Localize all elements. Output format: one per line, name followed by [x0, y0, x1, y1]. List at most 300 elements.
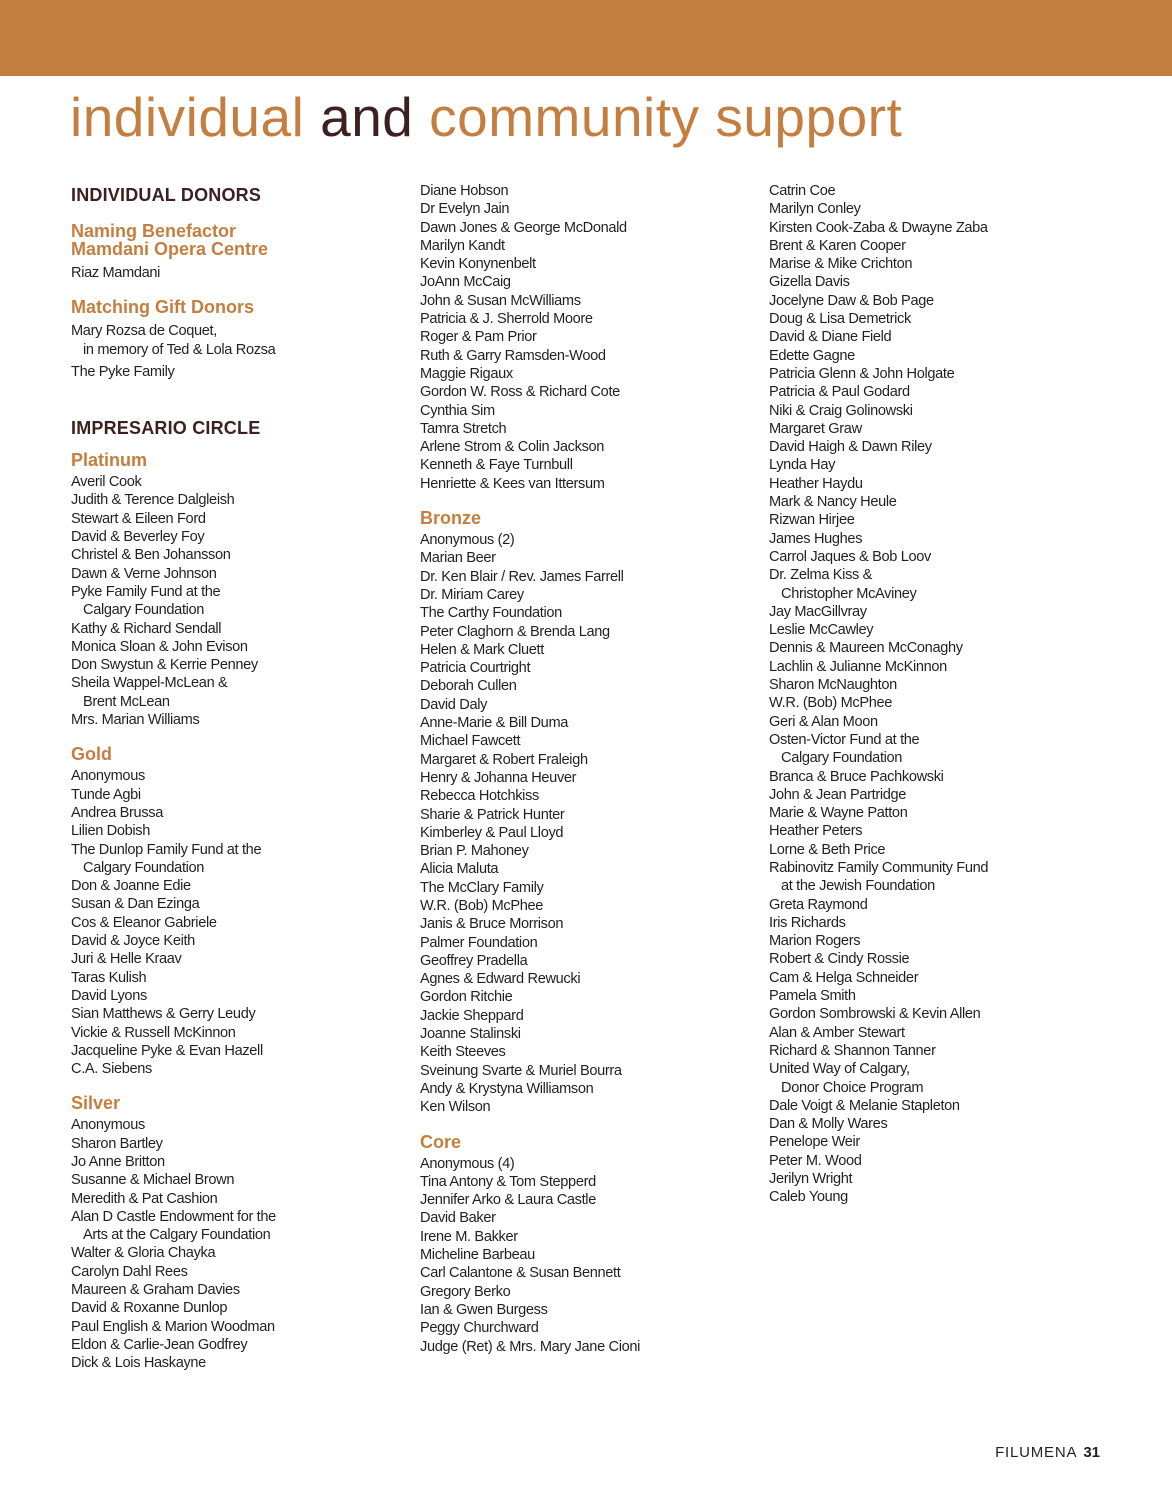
- donor-name: [420, 604, 760, 622]
- tier-naming-benefactor-line2: Mamdani Opera Centre: [71, 239, 269, 259]
- donor-name: [769, 676, 1109, 694]
- donor-name: [769, 530, 1109, 548]
- donor-name-text: Caleb Young: [769, 1189, 848, 1206]
- donor-name: [71, 1336, 411, 1354]
- donor-name-text: Dr Evelyn Jain: [420, 201, 510, 218]
- donor-name-text: Kirsten Cook-Zaba & Dwayne Zaba: [769, 219, 988, 236]
- donor-name: [420, 182, 760, 200]
- top-color-bar: [0, 0, 1172, 76]
- donor-name: Riaz Mamdani: [71, 265, 161, 281]
- donor-name: [769, 347, 1109, 365]
- donor-name-text: Patricia Glenn & John Holgate: [769, 365, 955, 382]
- donor-name-text: Maggie Rigaux: [420, 365, 513, 382]
- donor-name-text: Anne-Marie & Bill Duma: [420, 715, 569, 732]
- donor-name: [420, 751, 760, 769]
- donor-name-continuation: Donor Choice Program: [781, 1079, 924, 1096]
- publication-name: FILUMENA: [995, 1444, 1078, 1461]
- donor-name: [71, 491, 411, 509]
- donor-name-text: Geri & Alan Moon: [769, 713, 878, 730]
- donor-name-text: David Daly: [420, 696, 488, 713]
- donor-name-text: Walter & Gloria Chayka: [71, 1245, 216, 1262]
- donor-name: [420, 860, 760, 878]
- donor-name-text: Sheila Wappel-McLean &: [71, 675, 228, 692]
- donor-name: [420, 568, 760, 586]
- donor-name-text: Lorne & Beth Price: [769, 841, 886, 858]
- donor-name: [420, 292, 760, 310]
- donor-name: [420, 897, 760, 915]
- bronze-list: [420, 531, 760, 1117]
- donor-name: [71, 969, 411, 987]
- donor-name-text: Gizella Davis: [769, 274, 850, 291]
- donor-name: [71, 932, 411, 950]
- donor-name-text: Rizwan Hirjee: [769, 512, 855, 529]
- donor-name-text: Sharie & Patrick Hunter: [420, 806, 565, 823]
- donor-name-text: Tina Antony & Tom Stepperd: [420, 1173, 596, 1190]
- donor-name: [71, 1190, 411, 1208]
- donor-name-text: Brian P. Mahoney: [420, 843, 529, 860]
- silver-list-part1: [71, 1116, 411, 1372]
- donor-name-text: Sveinung Svarte & Muriel Bourra: [420, 1062, 622, 1079]
- donor-name-text: Rebecca Hotchkiss: [420, 788, 539, 805]
- donor-name: [420, 1043, 760, 1061]
- donor-name: [71, 1005, 411, 1023]
- donor-name: [769, 493, 1109, 511]
- donor-name-text: Jennifer Arko & Laura Castle: [420, 1192, 596, 1209]
- donor-name: [420, 988, 760, 1006]
- donor-name-text: Alicia Maluta: [420, 861, 499, 878]
- donor-name-text: Keith Steeves: [420, 1044, 506, 1061]
- donor-name-continuation: Calgary Foundation: [83, 602, 205, 619]
- donor-name-text: Alan & Amber Stewart: [769, 1024, 905, 1041]
- donor-name-text: Joanne Stalinski: [420, 1026, 521, 1043]
- donor-name-text: Jacqueline Pyke & Evan Hazell: [71, 1042, 263, 1059]
- donor-name-text: Meredith & Pat Cashion: [71, 1190, 218, 1207]
- donor-name: [769, 731, 1109, 768]
- donor-name-text: John & Susan McWilliams: [420, 292, 581, 309]
- donor-name-text: Pyke Family Fund at the: [71, 583, 221, 600]
- donor-name: [769, 182, 1109, 200]
- donor-name-text: Peter M. Wood: [769, 1152, 862, 1169]
- donor-name: [420, 934, 760, 952]
- donor-name-text: Carrol Jaques & Bob Loov: [769, 548, 931, 565]
- donor-name-text: Agnes & Edward Rewucki: [420, 971, 581, 988]
- donor-name-text: Henriette & Kees van Ittersum: [420, 475, 605, 492]
- donor-name: [71, 510, 411, 528]
- donor-name-text: Micheline Barbeau: [420, 1247, 535, 1264]
- donor-name-text: Gordon Sombrowski & Kevin Allen: [769, 1006, 981, 1023]
- donor-name-text: Branca & Bruce Pachkowski: [769, 768, 944, 785]
- donor-name-text: Sharon McNaughton: [769, 677, 897, 694]
- donor-name-text: Anonymous: [71, 1117, 145, 1134]
- column-3: [769, 182, 1109, 1207]
- donor-name: [769, 768, 1109, 786]
- donor-name-text: David Baker: [420, 1210, 496, 1227]
- donor-name: [769, 219, 1109, 237]
- donor-name: [769, 804, 1109, 822]
- donor-name: [71, 767, 411, 785]
- donor-name-text: Judith & Terence Dalgleish: [71, 492, 235, 509]
- donor-name: [769, 621, 1109, 639]
- donor-name: [769, 639, 1109, 657]
- donor-name: [71, 711, 411, 729]
- donor-name-text: Geoffrey Pradella: [420, 952, 528, 969]
- donor-name: [769, 859, 1109, 896]
- donor-name-continuation: at the Jewish Foundation: [781, 878, 935, 895]
- donor-name-text: Cynthia Sim: [420, 402, 495, 419]
- donor-name: [71, 1116, 411, 1134]
- donor-name-text: Andy & Krystyna Williamson: [420, 1080, 594, 1097]
- donor-name-text: Monica Sloan & John Evison: [71, 638, 248, 655]
- donor-name-text: Heather Peters: [769, 823, 863, 840]
- donor-name: [420, 806, 760, 824]
- donor-name: [769, 456, 1109, 474]
- donor-name-text: Arlene Strom & Colin Jackson: [420, 439, 605, 456]
- donor-name-continuation: in memory of Ted & Lola Rozsa: [83, 341, 276, 358]
- core-list-part2: [769, 182, 1109, 1207]
- column-1: [71, 184, 411, 1373]
- donor-name: [420, 970, 760, 988]
- donor-name: [420, 1283, 760, 1301]
- donor-name-text: Dawn & Verne Johnson: [71, 565, 217, 582]
- donor-name: [420, 1264, 760, 1282]
- donor-name-text: Carl Calantone & Susan Bennett: [420, 1265, 621, 1282]
- donor-name: [71, 1244, 411, 1262]
- donor-name-text: David & Diane Field: [769, 329, 892, 346]
- donor-name: [769, 402, 1109, 420]
- donor-name: [71, 1153, 411, 1171]
- donor-name: [71, 546, 411, 564]
- donor-name-text: Mark & Nancy Heule: [769, 494, 897, 511]
- donor-name-text: Dr. Miriam Carey: [420, 586, 524, 603]
- donor-name-text: Ken Wilson: [420, 1099, 491, 1116]
- donor-name-text: Dr. Zelma Kiss &: [769, 567, 873, 584]
- donor-name-continuation: Calgary Foundation: [781, 750, 903, 767]
- donor-name: [420, 200, 760, 218]
- donor-name-text: Michael Fawcett: [420, 733, 521, 750]
- donor-name-text: Marion Rogers: [769, 933, 861, 950]
- donor-name-text: Richard & Shannon Tanner: [769, 1042, 936, 1059]
- donor-name: [420, 328, 760, 346]
- donor-name-text: Patricia & J. Sherrold Moore: [420, 311, 593, 328]
- donor-name: [71, 895, 411, 913]
- donor-name: [71, 841, 411, 878]
- donor-name-text: Palmer Foundation: [420, 934, 538, 951]
- donor-name: [71, 620, 411, 638]
- donor-name-text: Alan D Castle Endowment for the: [71, 1208, 276, 1225]
- donor-name-text: Tamra Stretch: [420, 420, 507, 437]
- donor-name: [71, 1060, 411, 1078]
- donor-name-text: Susanne & Michael Brown: [71, 1172, 235, 1189]
- donor-name-text: Patricia & Paul Godard: [769, 384, 910, 401]
- donor-name-text: Anonymous (2): [420, 532, 515, 549]
- donor-name: [769, 237, 1109, 255]
- donor-name-text: Peggy Churchward: [420, 1320, 539, 1337]
- donor-name: [420, 237, 760, 255]
- donor-name: [769, 694, 1109, 712]
- donor-name-text: W.R. (Bob) McPhee: [769, 695, 892, 712]
- donor-name-text: Greta Raymond: [769, 896, 868, 913]
- donor-name: [769, 1188, 1109, 1206]
- donor-name: [420, 402, 760, 420]
- title-word-individual: individual: [70, 86, 305, 148]
- donor-name-continuation: Arts at the Calgary Foundation: [83, 1227, 271, 1244]
- donor-name-text: Jocelyne Daw & Bob Page: [769, 292, 934, 309]
- donor-name-text: W.R. (Bob) McPhee: [420, 897, 543, 914]
- donor-name: [769, 987, 1109, 1005]
- donor-name-text: Sharon Bartley: [71, 1135, 163, 1152]
- donor-name-text: Sian Matthews & Gerry Leudy: [71, 1006, 256, 1023]
- donor-name: [769, 969, 1109, 987]
- donor-name: [420, 952, 760, 970]
- donor-name-text: Margaret Graw: [769, 420, 862, 437]
- donor-name: [420, 1007, 760, 1025]
- donor-name: [769, 1005, 1109, 1023]
- donor-name-text: Dick & Lois Haskayne: [71, 1355, 206, 1372]
- donor-name-text: Marise & Mike Crichton: [769, 256, 913, 273]
- donor-name-text: Andrea Brussa: [71, 804, 163, 821]
- donor-name: [769, 1097, 1109, 1115]
- donor-name: [71, 1024, 411, 1042]
- donor-name-text: Iris Richards: [769, 914, 846, 931]
- donor-name-text: Kevin Konynenbelt: [420, 256, 536, 273]
- donor-name: [71, 473, 411, 491]
- donor-name-text: Patricia Courtright: [420, 660, 531, 677]
- donor-name: The Pyke Family: [71, 363, 175, 380]
- donor-name-text: Jay MacGillvray: [769, 603, 867, 620]
- donor-name: [420, 732, 760, 750]
- donor-name: [71, 1318, 411, 1336]
- donor-name: [420, 659, 760, 677]
- tier-platinum: Platinum: [71, 450, 148, 471]
- page-footer: [995, 1444, 1100, 1461]
- tier-gold: Gold: [71, 744, 112, 765]
- donor-name: [420, 696, 760, 714]
- donor-name-text: Dawn Jones & George McDonald: [420, 219, 627, 236]
- donor-name-text: Don & Joanne Edie: [71, 878, 191, 895]
- donor-name: [420, 586, 760, 604]
- donor-name-text: Ruth & Garry Ramsden-Wood: [420, 347, 606, 364]
- page-number: 31: [1083, 1444, 1100, 1461]
- donor-name: [769, 255, 1109, 273]
- donor-name: [769, 1024, 1109, 1042]
- donor-name: [420, 1062, 760, 1080]
- donor-name: [420, 1319, 760, 1337]
- donor-name: [71, 656, 411, 674]
- tier-bronze: Bronze: [420, 508, 482, 529]
- donor-name: [71, 583, 411, 620]
- donor-name-text: Stewart & Eileen Ford: [71, 510, 206, 527]
- column-2: [420, 182, 760, 1356]
- donor-name: [769, 383, 1109, 401]
- tier-matching-gift-donors: Matching Gift Donors: [71, 297, 254, 318]
- donor-name: [769, 1115, 1109, 1133]
- donor-name-text: Dan & Molly Wares: [769, 1116, 888, 1133]
- donor-name: [420, 475, 760, 493]
- donor-name: [420, 420, 760, 438]
- donor-name: [769, 475, 1109, 493]
- donor-name-text: Lachlin & Julianne McKinnon: [769, 658, 947, 675]
- donor-name-text: Heather Haydu: [769, 475, 863, 492]
- donor-name-text: Dennis & Maureen McConaghy: [769, 640, 963, 657]
- donor-name: [71, 914, 411, 932]
- donor-name-text: Gordon W. Ross & Richard Cote: [420, 384, 620, 401]
- donor-name: [420, 714, 760, 732]
- donor-name: [420, 347, 760, 365]
- donor-name: [769, 1133, 1109, 1151]
- donor-name-text: Kimberley & Paul Lloyd: [420, 824, 564, 841]
- donor-name: [71, 1135, 411, 1153]
- donor-name: [420, 879, 760, 897]
- donor-name-text: Carolyn Dahl Rees: [71, 1263, 188, 1280]
- donor-name: [71, 1171, 411, 1189]
- donor-name: [769, 950, 1109, 968]
- tier-core: Core: [420, 1131, 462, 1152]
- donor-name-text: Marian Beer: [420, 550, 496, 567]
- donor-name: [71, 638, 411, 656]
- title-word-and: and: [320, 86, 414, 148]
- donor-name-text: Marilyn Conley: [769, 201, 861, 218]
- donor-name: [769, 328, 1109, 346]
- donor-name-text: James Hughes: [769, 530, 863, 547]
- donor-name-text: Helen & Mark Cluett: [420, 641, 544, 658]
- tier-silver: Silver: [71, 1093, 121, 1114]
- donor-name: [420, 456, 760, 474]
- donor-name-text: Diane Hobson: [420, 183, 509, 199]
- donor-name: [71, 786, 411, 804]
- donor-name: [420, 842, 760, 860]
- donor-name: [769, 914, 1109, 932]
- donor-name-text: Edette Gagne: [769, 347, 855, 364]
- donor-name-text: Taras Kulish: [71, 969, 147, 986]
- donor-name: [71, 950, 411, 968]
- donor-name-text: Catrin Coe: [769, 183, 836, 199]
- donor-name: [420, 1228, 760, 1246]
- donor-name: [420, 438, 760, 456]
- title-words-community-support: community support: [429, 86, 903, 148]
- donor-name: [420, 383, 760, 401]
- donor-name: [420, 824, 760, 842]
- donor-name: [420, 1025, 760, 1043]
- donor-name: [420, 365, 760, 383]
- donor-name-text: Mrs. Marian Williams: [71, 712, 200, 729]
- donor-name: [769, 822, 1109, 840]
- donor-name-text: Averil Cook: [71, 474, 142, 491]
- donor-name-text: Marie & Wayne Patton: [769, 805, 908, 822]
- donor-name: [420, 677, 760, 695]
- donor-name: [420, 219, 760, 237]
- donor-name: [420, 787, 760, 805]
- donor-name-text: The Dunlop Family Fund at the: [71, 841, 262, 858]
- donor-name-text: Maureen & Graham Davies: [71, 1282, 240, 1299]
- donor-name-text: Vickie & Russell McKinnon: [71, 1024, 236, 1041]
- donor-name: [769, 511, 1109, 529]
- donor-name: [71, 674, 411, 711]
- donor-name-text: Janis & Bruce Morrison: [420, 916, 564, 933]
- donor-name-text: Gregory Berko: [420, 1283, 511, 1300]
- donor-name-text: Robert & Cindy Rossie: [769, 951, 910, 968]
- donor-name-text: Henry & Johanna Heuver: [420, 769, 577, 786]
- donor-name-text: United Way of Calgary,: [769, 1061, 910, 1078]
- donor-name-text: Irene M. Bakker: [420, 1228, 518, 1245]
- silver-list-part2: [420, 182, 760, 493]
- donor-name: [71, 822, 411, 840]
- donor-name: [769, 273, 1109, 291]
- donor-name-text: Kathy & Richard Sendall: [71, 620, 222, 637]
- donor-name-text: Osten-Victor Fund at the: [769, 731, 920, 748]
- donor-name-text: Margaret & Robert Fraleigh: [420, 751, 588, 768]
- donor-name: [420, 1338, 760, 1356]
- donor-name: [420, 641, 760, 659]
- donor-name: [769, 1170, 1109, 1188]
- donor-name: [420, 915, 760, 933]
- donor-name-text: Niki & Craig Golinowski: [769, 402, 913, 419]
- donor-name: [71, 1299, 411, 1317]
- donor-name-text: Brent & Karen Cooper: [769, 237, 906, 254]
- donor-name: [769, 438, 1109, 456]
- donor-name: [420, 273, 760, 291]
- donor-name-text: The McClary Family: [420, 879, 544, 896]
- donor-name: [71, 1354, 411, 1372]
- donor-name-text: Lynda Hay: [769, 457, 836, 474]
- section-heading-individual-donors: INDIVIDUAL DONORS: [71, 185, 262, 205]
- donor-name: [420, 1246, 760, 1264]
- donor-name-text: C.A. Siebens: [71, 1061, 152, 1078]
- donor-name: [769, 658, 1109, 676]
- donor-name: [420, 255, 760, 273]
- donor-name: [71, 1042, 411, 1060]
- donor-name: [71, 528, 411, 546]
- donor-name: [769, 1042, 1109, 1060]
- donor-name: [420, 1080, 760, 1098]
- donor-name: [769, 713, 1109, 731]
- donor-name: [769, 420, 1109, 438]
- donor-name: [769, 548, 1109, 566]
- donor-name: [769, 310, 1109, 328]
- donor-name: [769, 1060, 1109, 1097]
- donor-name: [769, 200, 1109, 218]
- donor-name: [420, 1301, 760, 1319]
- donor-name: [769, 365, 1109, 383]
- donor-name-text: Susan & Dan Ezinga: [71, 896, 200, 913]
- donor-name-text: Jerilyn Wright: [769, 1171, 853, 1188]
- donor-name: [71, 804, 411, 822]
- donor-name-text: Dr. Ken Blair / Rev. James Farrell: [420, 568, 624, 585]
- donor-name-text: Pamela Smith: [769, 988, 856, 1005]
- donor-name-text: Cam & Helga Schneider: [769, 969, 919, 986]
- donor-name: [769, 786, 1109, 804]
- donor-name: [769, 896, 1109, 914]
- donor-name: [420, 1191, 760, 1209]
- page-title: [70, 84, 902, 150]
- donor-name-continuation: Calgary Foundation: [83, 859, 205, 876]
- platinum-list: [71, 473, 411, 729]
- donor-name: [769, 841, 1109, 859]
- donor-name-text: John & Jean Partridge: [769, 786, 907, 803]
- donor-name-text: Rabinovitz Family Community Fund: [769, 859, 989, 876]
- donor-name-text: Lilien Dobish: [71, 823, 151, 840]
- donor-name-text: The Carthy Foundation: [420, 605, 562, 622]
- donor-name-text: Deborah Cullen: [420, 678, 517, 695]
- donor-name: [420, 1155, 760, 1173]
- donor-name-text: Anonymous: [71, 768, 145, 785]
- donor-name-text: Penelope Weir: [769, 1134, 860, 1151]
- donor-name-continuation: Christopher McAviney: [781, 585, 917, 602]
- donor-name: [420, 1098, 760, 1116]
- donor-name-continuation: Brent McLean: [83, 693, 170, 710]
- donor-name: [420, 1209, 760, 1227]
- donor-name-text: Jackie Sheppard: [420, 1007, 524, 1024]
- donor-name-text: Roger & Pam Prior: [420, 329, 537, 346]
